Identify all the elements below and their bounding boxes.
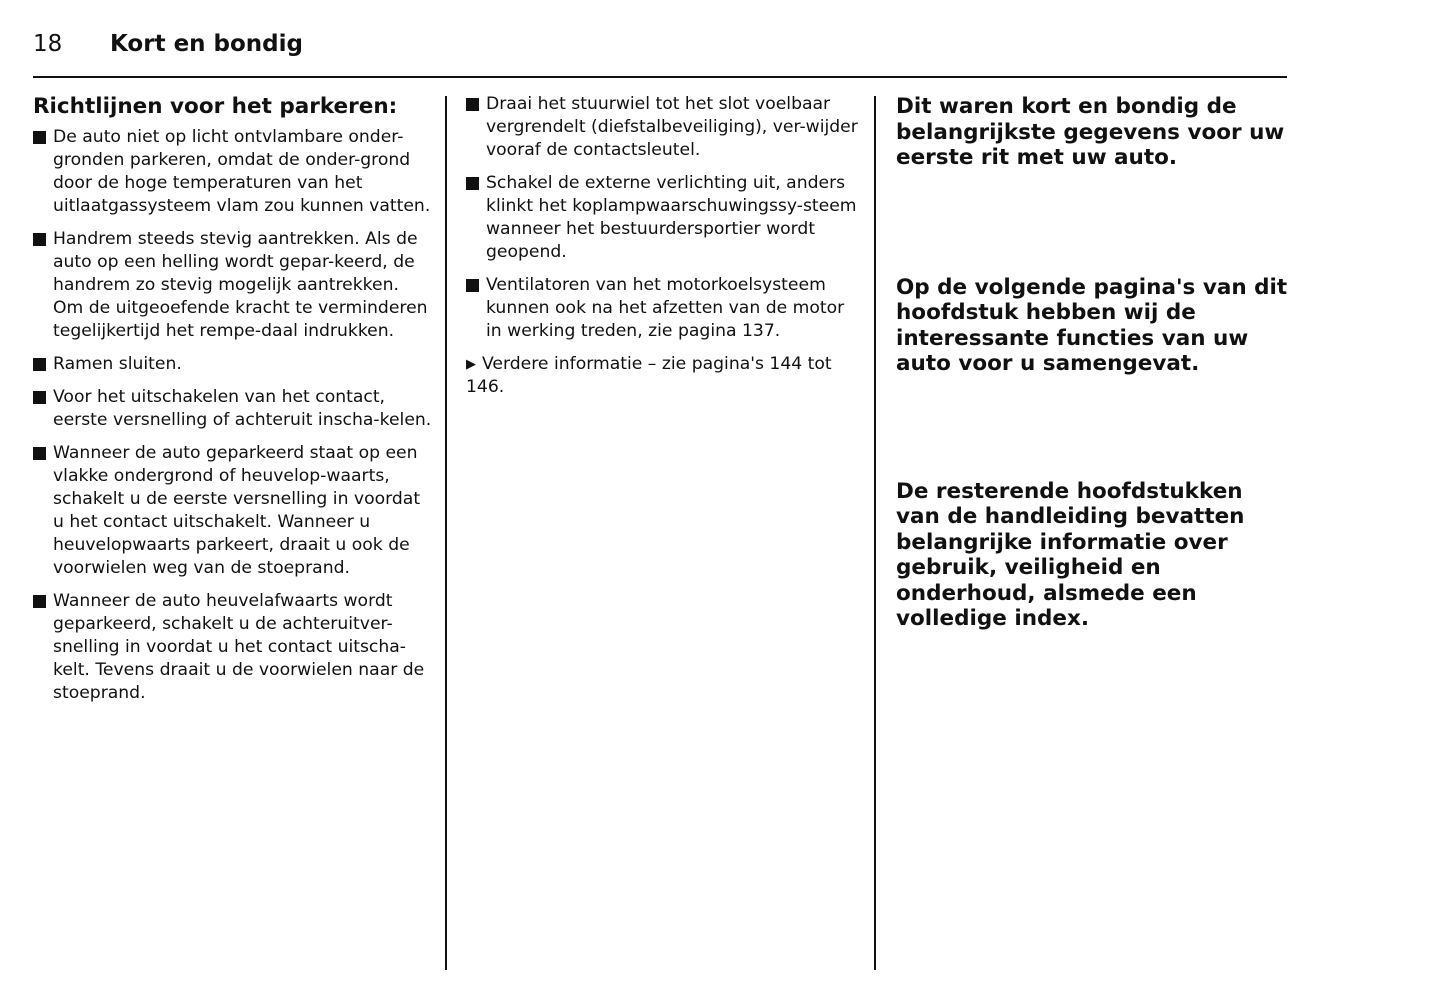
parking-continued-column [466,93,864,416]
bullet-square-icon [466,98,479,111]
page-reference [466,353,864,399]
list-item-text: Ramen sluiten. [53,354,182,374]
bullet-square-icon [33,391,46,404]
list-item-text: Ventilatoren van het motorkoelsysteem kunnen ook na het afzetten van de motor in werking treden, zie pagina 137. [486,275,845,341]
bullet-square-icon [33,358,46,371]
page-reference-text: Verdere informatie – zie pagina's 144 tot 146. [466,354,832,397]
list-item [33,353,433,376]
page-number: 18 [33,31,63,57]
list-item [466,93,864,162]
parking-guidelines-heading: Richtlijnen voor het parkeren: [33,94,398,119]
bullet-square-icon [33,595,46,608]
bullet-square-icon [466,177,479,190]
parking-continued-list [466,93,864,343]
column-divider-right [874,96,876,970]
chapter-title: Kort en bondig [110,31,303,57]
list-item [466,274,864,343]
summary-column [896,94,1291,632]
summary-block-chapters: De resterende hoofdstukken van de handleiding bevatten belangrijke informatie over gebruik, veiligheid en onderhoud, alsmede een volledige index. [896,478,1245,631]
bullet-square-icon [466,279,479,292]
list-item [466,172,864,264]
summary-block-intro: Dit waren kort en bondig de belangrijkste gegevens voor uw eerste rit met uw auto. [896,94,1285,170]
list-item [33,442,433,580]
list-item-text: De auto niet op licht ontvlambare onder-gronden parkeren, omdat de onder-grond door de hoge temperaturen van het uitlaatgassysteem vlam zou kunnen vatten. [53,127,431,216]
header-rule [33,76,1287,78]
list-item-text: Handrem steeds stevig aantrekken. Als de auto op een helling wordt gepar-keerd, de handrem zo stevig mogelijk aantrekken. Om de uitgeoefende kracht te verminderen tegelijkertijd het rempe-daal indrukken. [53,229,428,341]
list-item-text: Draai het stuurwiel tot het slot voelbaar vergrendelt (diefstalbeveiliging), ver-wijder vooraf de contactsleutel. [486,94,858,160]
list-item-text: Wanneer de auto heuvelafwaarts wordt geparkeerd, schakelt u de achteruitver-snelling in voordat u het contact uitscha-kelt. Tevens draait u de voorwielen naar de stoeprand. [53,591,425,703]
column-divider-left [445,96,447,970]
bullet-square-icon [33,131,46,144]
list-item-text: Wanneer de auto geparkeerd staat op een vlakke ondergrond of heuvelop-waarts, schakelt u de eerste versnelling in voordat u het contact uitschakelt. Wanneer u heuvelopwaarts parkeert, draait u ook de voorwielen weg van de stoeprand. [53,443,421,578]
bullet-square-icon [33,233,46,246]
parking-guidelines-list [33,126,433,705]
bullet-square-icon [33,447,46,460]
list-item [33,386,433,432]
list-item-text: Schakel de externe verlichting uit, anders klinkt het koplampwaarschuwingssy-steem wanneer het bestuurdersportier wordt geopend. [486,173,857,262]
list-item [33,228,433,343]
summary-block-functions: Op de volgende pagina's van dit hoofdstuk hebben wij de interessante functies van uw auto voor u samengevat. [896,274,1288,376]
parking-guidelines-column [33,94,433,715]
reference-arrow-icon: ▶ [466,357,476,372]
list-item [33,126,433,218]
list-item-text: Voor het uitschakelen van het contact, eerste versnelling of achteruit inscha-kelen. [53,387,432,430]
list-item [33,590,433,705]
